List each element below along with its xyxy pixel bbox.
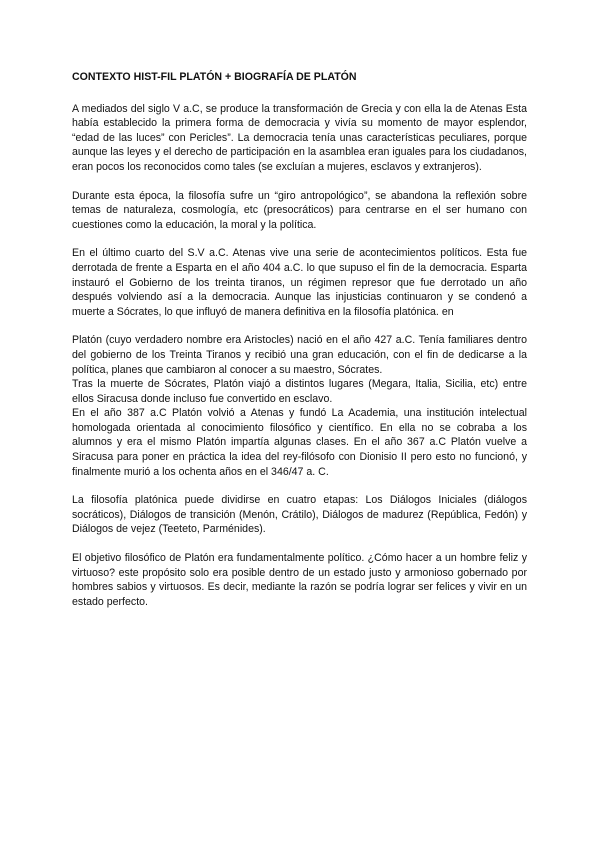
paragraph-travels: Tras la muerte de Sócrates, Platón viajó a distintos lugares (Megara, Italia, Sicilia, etc) entre ellos Siracusa donde incluso fue convertido en esclavo. (72, 378, 527, 405)
biography-section (72, 333, 527, 479)
paragraph-political-events: En el último cuarto del S.V a.C. Atenas vive una serie de acontecimientos políticos. Esta fue derrotada de frente a Esparta en el año 404 a.C. lo que supuso el fin de la democracia. Esparta instauró el Gobierno de los treinta tiranos, un régimen represor que fue derrotado un año después volviendo así a la democracia. Aunque las injusticias continuaron y se condenó a muerte a Sócrates, lo que influyó de manera definitiva en la filosofía platónica. en (72, 247, 527, 318)
paragraph-political-objective: El objetivo filosófico de Platón era fundamentalmente político. ¿Cómo hacer a un hombre feliz y virtuoso? este propósito solo era posible dentro de un estado justo y armonioso gobernado por hombres sabios y virtuosos. Es decir, mediante la razón se podría lograr ser felices y vivir en un estado perfecto. (72, 552, 527, 608)
paragraph-academy: En el año 387 a.C Platón volvió a Atenas y fundó La Academia, una institución intelectual homologada orientada al conocimiento filosófico y científico. En ella no se cobraba a los alumnos y era el mismo Platón impartía algunas clases. En el año 367 a.C Platón vuelve a Siracusa para poner en práctica la idea del rey-filósofo con Dionisio II pero esto no funcionó, y finalmente murió a los ochenta años en el 346/47 a. C. (72, 407, 527, 478)
document-page (72, 70, 527, 623)
document-title: CONTEXTO HIST-FIL PLATÓN + BIOGRAFÍA DE PLATÓN (72, 71, 357, 83)
paragraph-birth: Platón (cuyo verdadero nombre era Aristocles) nació en el año 427 a.C. Tenía familiares dentro del gobierno de los Treinta Tiranos y recibió una gran educación, con el fin de dedicarse a la política, planes que cambiaron al conocer a su maestro, Sócrates. (72, 334, 527, 376)
paragraph-dialogue-stages: La filosofía platónica puede dividirse en cuatro etapas: Los Diálogos Iniciales (diálogos socráticos), Diálogos de transición (Menón, Crátilo), Diálogos de madurez (República, Fedón) y Diálogos de vejez (Teeteto, Parménides). (72, 494, 527, 536)
paragraph-anthropological-turn: Durante esta época, la filosofía sufre un “giro antropológico”, se abandona la reflexión sobre temas de naturaleza, cosmología, etc (presocráticos) para centrarse en el ser humano con cuestiones como la educación, la moral y la política. (72, 189, 527, 231)
paragraph-athens-context: A mediados del siglo V a.C, se produce la transformación de Grecia y con ella la de Atenas Esta había establecido la primera forma de democracia y vivía su momento de mayor esplendor, “edad de las luces” con Pericles”. La democracia tenía unas características peculiares, porque aunque las leyes y el derecho de participación en la asamblea eran iguales para los ciudadanos, eran pocos los reconocidos como tales (se excluían a mujeres, esclavos y extranjeros). (72, 102, 527, 173)
